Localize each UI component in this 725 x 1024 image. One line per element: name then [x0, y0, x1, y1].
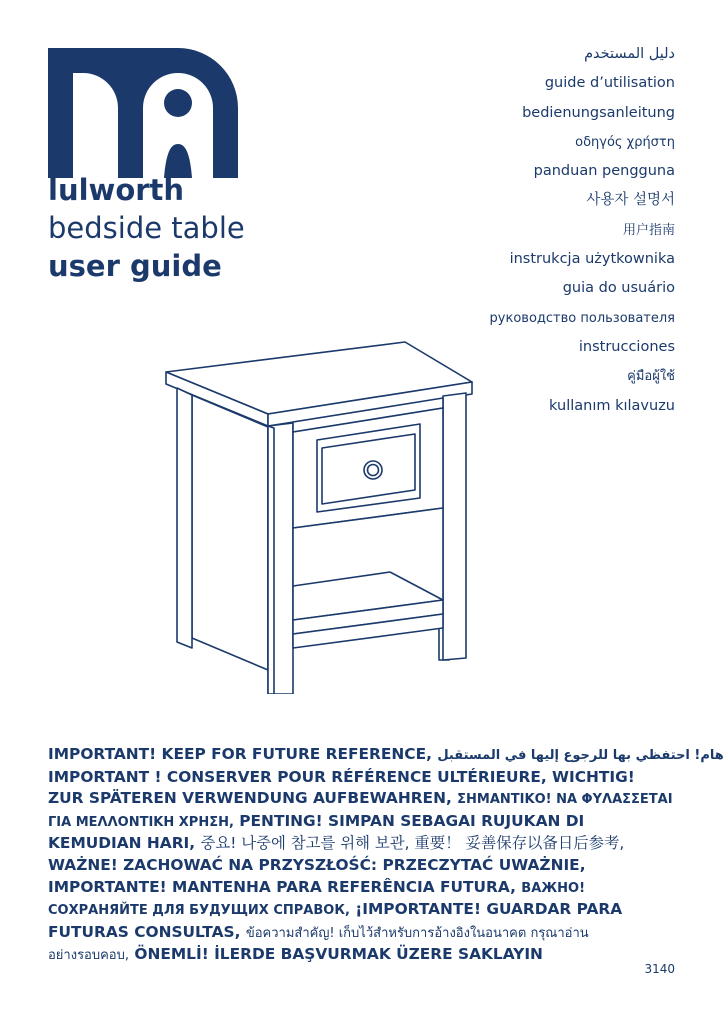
notice-th-2: อย่างรอบคอบ, [48, 948, 130, 964]
lang-arabic: دليل المستخدم [584, 46, 675, 62]
notice-pl: WAŻNE! ZACHOWAĆ NA PRZYSZŁOŚĆ: PRZECZYTAĆ UWAŻNIE, [48, 855, 586, 874]
notice-es: ¡IMPORTANTE! GUARDAR PARA [355, 900, 623, 919]
language-list [490, 40, 675, 421]
notice-ms: PENTING! SIMPAN SEBAGAI RUJUKAN DI [239, 811, 585, 830]
notice-pt: IMPORTANTE! MANTENHA PARA REFERÊNCIA FUTURA, [48, 877, 516, 896]
notice-ms-2: KEMUDIAN HARI, [48, 834, 196, 853]
product-type: bedside table [48, 211, 245, 245]
notice-el: ΣΗΜΑΝΤΙΚΟ! ΝΑ ΦΥΛΑΣΣΕΤΑΙ [457, 792, 673, 808]
mothercare-logo-icon [48, 48, 238, 178]
lang-portuguese: guia do usuário [562, 280, 675, 297]
lang-russian: руководство пользователя [489, 310, 675, 326]
lang-korean: 사용자 설명서 [586, 192, 675, 209]
notice-el-2: ΓΙΑ ΜΕΛΛΟΝΤΙΚΗ ΧΡΗΣΗ, [48, 814, 234, 830]
notice-tr: ÖNEMLİ! İLERDE BAŞVURMAK ÜZERE SAKLAYIN [134, 945, 543, 964]
lang-chinese: 用户指南 [622, 222, 675, 238]
notice-ru: ВАЖНО! [521, 880, 586, 896]
product-code: 3140 [644, 962, 675, 976]
notice-ar: هام! احتفظي بها للرجوع إليها في المستقبل [437, 748, 724, 763]
notice-ru-2: СОХРАНЯЙТЕ ДЛЯ БУДУЩИХ СПРАВОК, [48, 903, 350, 919]
lang-greek: οδηγός χρήστη [575, 134, 675, 150]
important-notice [48, 744, 724, 967]
notice-ko-zh: 중요! 나중에 참고를 위해 보관, 重要！ 妥善保存以备日后参考, [200, 834, 625, 853]
product-title [48, 173, 245, 290]
lang-malay: panduan pengguna [533, 163, 675, 180]
lang-french: guide d’utilisation [544, 75, 675, 92]
notice-de: ZUR SPÄTEREN VERWENDUNG AUFBEWAHREN, [48, 789, 452, 808]
product-name: lulworth [48, 173, 185, 207]
lang-spanish: instrucciones [578, 338, 675, 355]
notice-th: ข้อความสำคัญ! เก็บไว้สำหรับการอ้างอิงในอนาคต กรุณาอ่าน [245, 925, 589, 941]
guide-title: user guide [48, 249, 222, 283]
lang-thai: คู่มือผู้ใช้ [627, 369, 675, 385]
notice-en: IMPORTANT! KEEP FOR FUTURE REFERENCE, [48, 745, 432, 763]
bedside-table-drawing-icon [160, 338, 490, 694]
notice-fr-de: IMPORTANT ! CONSERVER POUR RÉFÉRENCE ULTÉRIEURE, WICHTIG! [48, 767, 635, 786]
lang-turkish: kullanım kılavuzu [549, 397, 675, 414]
lang-german: bedienungsanleitung [522, 104, 675, 121]
notice-es-2: FUTURAS CONSULTAS, [48, 922, 241, 941]
lang-polish: instrukcja użytkownika [509, 251, 675, 268]
